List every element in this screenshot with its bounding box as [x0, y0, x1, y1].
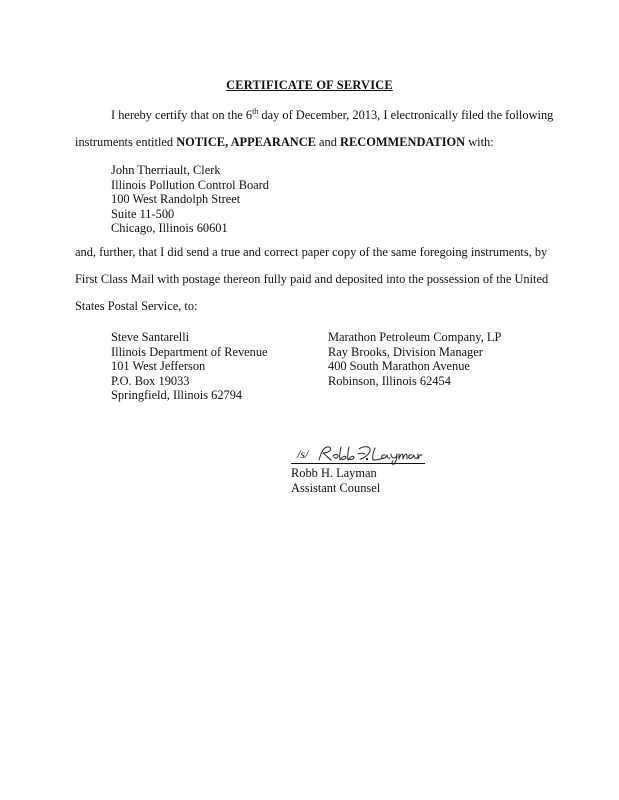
recipient-right-name: Ray Brooks, Division Manager: [328, 344, 483, 359]
page-title: CERTIFICATE OF SERVICE: [226, 78, 393, 92]
recipient-left-address: [111, 330, 268, 403]
recipient-right-address: [328, 330, 501, 388]
certify-line-1-pre: I hereby certify that on the 6: [111, 108, 253, 122]
notice-appearance-text: NOTICE, APPEARANCE: [176, 135, 316, 149]
clerk-city: Chicago, Illinois 60601: [111, 221, 228, 236]
service-line-1: and, further, that I did send a true and correct paper copy of the same foregoing instruments, by: [75, 245, 548, 259]
recipient-right-city: Robinson, Illinois 62454: [328, 373, 451, 388]
and-text: and: [315, 135, 341, 149]
signature-prefix: /s/: [297, 447, 309, 462]
certify-line-2-pre: instruments entitled: [75, 135, 177, 149]
handwritten-signature-icon: [315, 443, 423, 465]
certify-line-2-post: with:: [465, 135, 494, 149]
recipient-left-pobox: P.O. Box 19033: [111, 373, 190, 388]
clerk-address: [111, 163, 269, 236]
certify-line-1-post: day of December, 2013, I electronically filed the following: [258, 108, 554, 122]
clerk-name: John Therriault, Clerk: [111, 163, 221, 177]
clerk-suite: Suite 11-500: [111, 206, 175, 221]
certify-line-1: [111, 108, 553, 123]
signer-title: Assistant Counsel: [291, 480, 381, 495]
recipient-right-street: 400 South Marathon Avenue: [328, 359, 470, 374]
certify-line-1-sup: th: [252, 106, 259, 116]
recipient-left-name: Steve Santarelli: [111, 330, 190, 344]
service-line-2: First Class Mail with postage thereon fully paid and deposited into the possession of the United: [75, 272, 549, 286]
clerk-street: 100 West Randolph Street: [111, 192, 241, 207]
service-line-3: States Postal Service, to:: [75, 299, 198, 313]
recipient-left-street: 101 West Jefferson: [111, 359, 206, 374]
clerk-org: Illinois Pollution Control Board: [111, 177, 269, 192]
certify-line-2: [75, 135, 494, 150]
signer-name: Robb H. Layman: [291, 466, 377, 480]
recipient-right-org: Marathon Petroleum Company, LP: [328, 330, 502, 344]
signature-block: [291, 443, 451, 495]
recipient-left-city: Springfield, Illinois 62794: [111, 388, 243, 403]
recommendation-text: RECOMMENDATION: [340, 135, 466, 149]
signature-line: [291, 443, 425, 464]
recipient-left-org: Illinois Department of Revenue: [111, 344, 268, 359]
